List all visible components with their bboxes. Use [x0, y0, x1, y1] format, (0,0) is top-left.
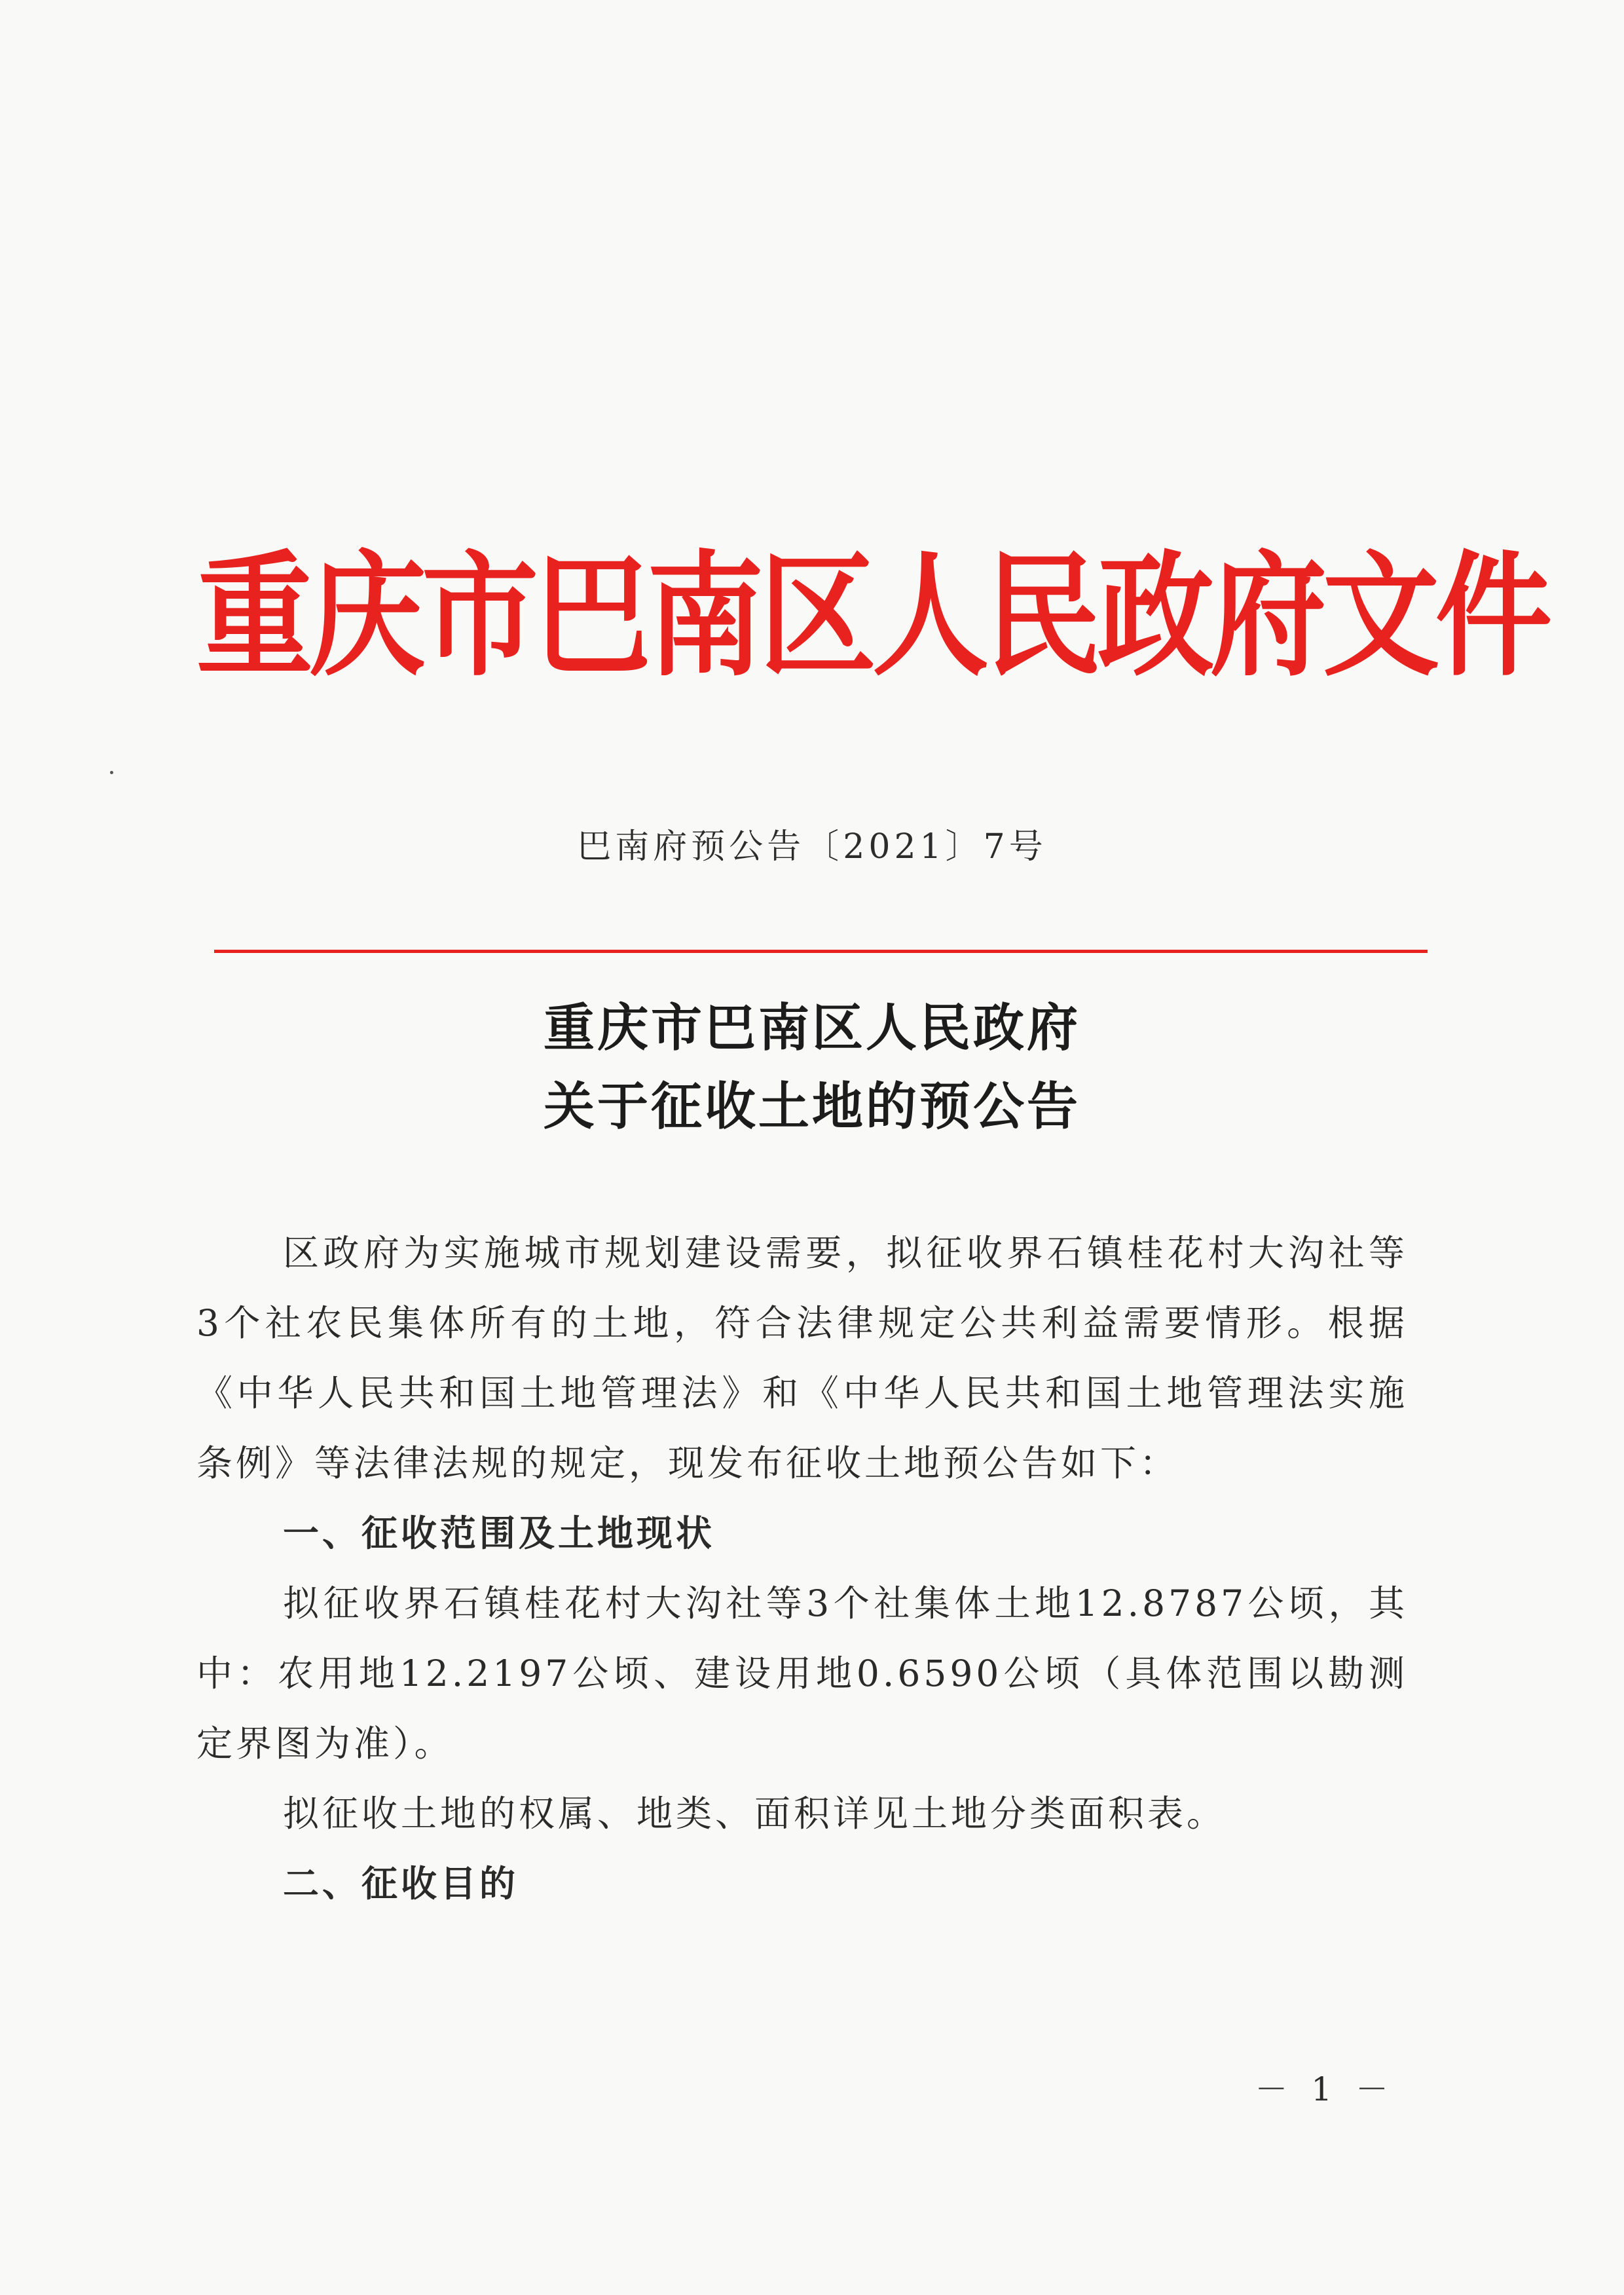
section-1-paragraph-2: 拟征收土地的权属、地类、面积详见土地分类面积表。 — [283, 1793, 1227, 1835]
document-title — [0, 989, 1624, 1146]
title-line-2: 关于征收土地的预公告 — [543, 1077, 1080, 1136]
document-number: 巴南府预公告〔2021〕7号 — [577, 827, 1047, 867]
intro-paragraph: 区政府为实施城市规划建设需要，拟征收界石镇桂花村大沟社等3个社农民集体所有的土地，符合法律规定公共利益需要情形。根据《中华人民共和国土地管理法》和《中华人民共和国土地管理法实施条例》等法律法规的规定，现发布征收土地预公告如下： — [196, 1232, 1408, 1484]
scan-speck — [110, 771, 113, 774]
title-line-1: 重庆市巴南区人民政府 — [543, 998, 1080, 1058]
document-body — [196, 1218, 1408, 1919]
section-1-heading: 一、征收范围及土地现状 — [283, 1512, 716, 1554]
red-divider-line — [214, 950, 1428, 953]
section-2-heading: 二、征收目的 — [283, 1863, 519, 1905]
issuer-header: 重庆市巴南区人民政府文件 — [196, 538, 1548, 694]
section-1-paragraph-1: 拟征收界石镇桂花村大沟社等3个社集体土地12.8787公顷，其中：农用地12.2197公顷、建设用地0.6590公顷（具体范围以勘测定界图为准）。 — [196, 1582, 1408, 1764]
page-number: － 1 － — [1255, 2070, 1395, 2108]
